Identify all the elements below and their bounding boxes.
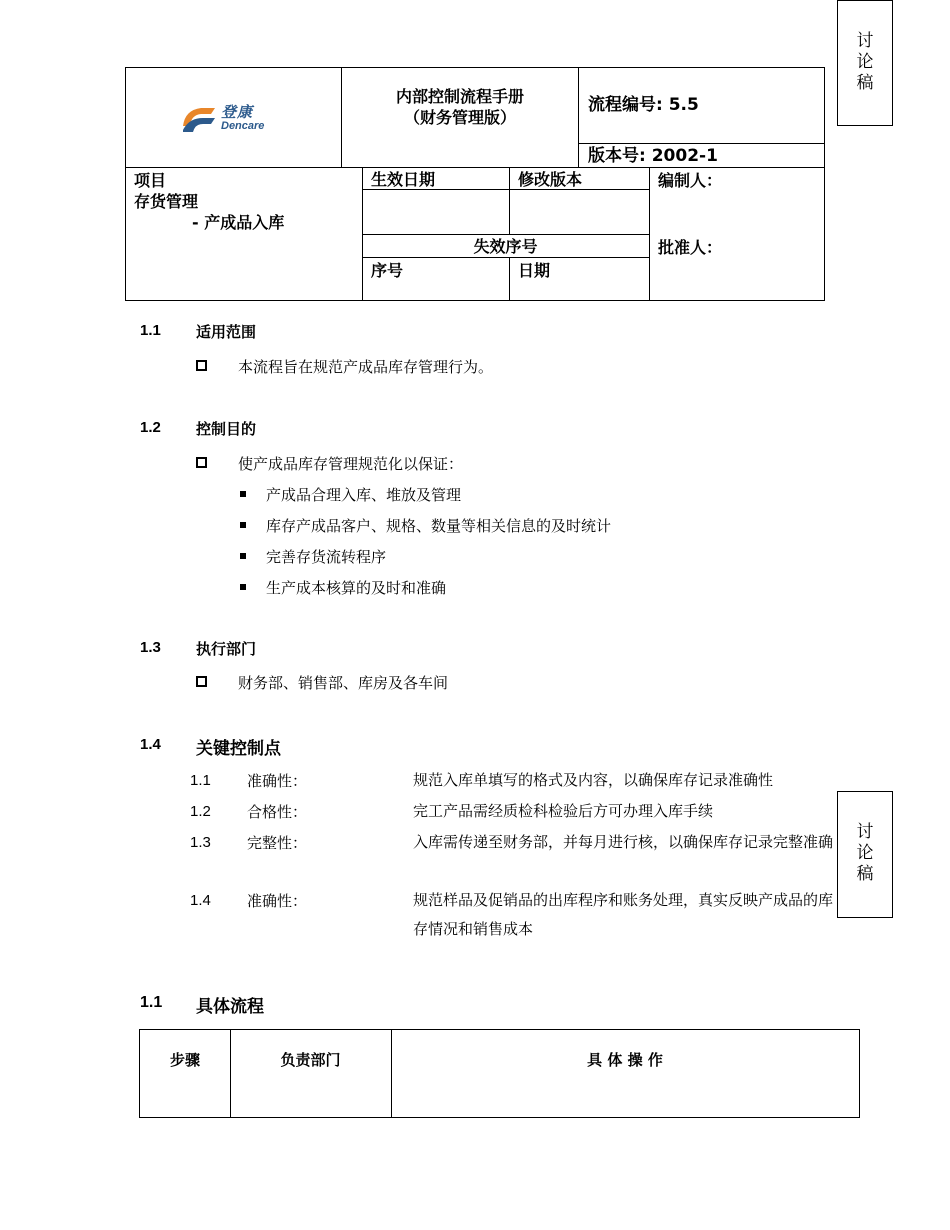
logo-english-text: Dencare bbox=[221, 120, 265, 132]
section-number: 1.2 bbox=[140, 419, 161, 436]
table-divider bbox=[125, 167, 825, 168]
checkbox-bullet-icon bbox=[196, 676, 207, 687]
table-divider bbox=[362, 234, 649, 235]
bullet-text: 财务部、销售部、库房及各车间 bbox=[238, 674, 449, 692]
control-point-label: 准确性： bbox=[247, 772, 308, 790]
section-title: 适用范围 bbox=[196, 323, 257, 341]
side-note-char: 讨 bbox=[856, 822, 874, 842]
manual-title-line2: （财务管理版） bbox=[403, 108, 516, 127]
table-border bbox=[125, 67, 126, 301]
side-note-char: 论 bbox=[856, 843, 874, 863]
control-point-label: 完整性： bbox=[247, 834, 308, 852]
manual-title-line1: 内部控制流程手册 bbox=[395, 87, 524, 106]
section-title: 控制目的 bbox=[196, 420, 257, 438]
manual-title bbox=[342, 86, 578, 128]
control-point-number: 1.1 bbox=[190, 772, 211, 789]
editor-label: 编制人： bbox=[658, 171, 723, 190]
control-point-number: 1.4 bbox=[190, 892, 211, 909]
project-sub: - 产成品入库 bbox=[192, 213, 285, 232]
table-divider bbox=[578, 67, 579, 167]
checkbox-bullet-icon bbox=[196, 360, 207, 371]
table-header-operation: 具 体 操 作 bbox=[587, 1051, 663, 1069]
square-bullet-icon bbox=[240, 553, 246, 559]
control-point-label: 合格性： bbox=[247, 803, 308, 821]
version-number: 版本号: 2002-1 bbox=[588, 146, 718, 166]
table-column-divider bbox=[230, 1030, 231, 1117]
control-point-label: 准确性： bbox=[247, 892, 308, 910]
section-number: 1.1 bbox=[140, 994, 163, 1011]
table-divider bbox=[509, 257, 510, 301]
company-logo bbox=[181, 101, 275, 137]
bullet-text: 使产成品库存管理规范化以保证： bbox=[238, 455, 464, 473]
side-note-char: 稿 bbox=[856, 73, 874, 93]
sub-bullet-text: 产成品合理入库、堆放及管理 bbox=[266, 486, 462, 504]
table-border bbox=[125, 300, 825, 301]
logo-chinese-text: 登康 bbox=[221, 103, 254, 121]
process-number: 流程编号: 5.5 bbox=[588, 95, 699, 115]
table-header-step: 步骤 bbox=[169, 1051, 200, 1069]
control-point-desc: 完工产品需经质检科检验后方可办理入库手续 bbox=[413, 802, 714, 820]
table-divider bbox=[362, 257, 649, 258]
sub-bullet-text: 生产成本核算的及时和准确 bbox=[266, 579, 447, 597]
square-bullet-icon bbox=[240, 491, 246, 497]
square-bullet-icon bbox=[240, 584, 246, 590]
checkbox-bullet-icon bbox=[196, 457, 207, 468]
bullet-text: 本流程旨在规范产成品库存管理行为。 bbox=[238, 358, 494, 376]
draft-side-note-top bbox=[837, 0, 893, 126]
section-number: 1.1 bbox=[140, 322, 161, 339]
table-column-divider bbox=[391, 1030, 392, 1117]
side-note-char: 论 bbox=[856, 52, 874, 72]
square-bullet-icon bbox=[240, 522, 246, 528]
side-note-char: 稿 bbox=[856, 864, 874, 884]
invalid-seq-label: 失效序号 bbox=[473, 237, 538, 256]
date-label: 日期 bbox=[518, 261, 551, 280]
table-header-department: 负责部门 bbox=[280, 1051, 341, 1069]
table-divider bbox=[649, 167, 650, 301]
revision-label: 修改版本 bbox=[518, 170, 583, 189]
approver-label: 批准人： bbox=[658, 238, 723, 257]
seq-label: 序号 bbox=[371, 261, 404, 280]
control-point-number: 1.3 bbox=[190, 834, 211, 851]
sub-bullet-text: 完善存货流转程序 bbox=[266, 548, 387, 566]
section-title: 关键控制点 bbox=[196, 739, 281, 759]
table-border bbox=[824, 67, 825, 301]
section-number: 1.4 bbox=[140, 736, 161, 753]
project-name: 存货管理 bbox=[134, 192, 199, 211]
control-point-desc: 入库需传递至财务部，并每月进行核，以确保库存记录完整准确 bbox=[413, 833, 834, 851]
draft-side-note-middle bbox=[837, 791, 893, 918]
table-border bbox=[125, 67, 825, 68]
project-block bbox=[134, 170, 284, 233]
control-point-desc: 规范样品及促销品的出库程序和账务处理，真实反映产成品的库存情况和销售成本 bbox=[413, 891, 834, 938]
table-divider bbox=[578, 143, 825, 144]
project-label: 项目 bbox=[134, 171, 167, 190]
logo-mark-icon bbox=[181, 104, 217, 134]
sub-bullet-text: 库存产成品客户、规格、数量等相关信息的及时统计 bbox=[266, 517, 612, 535]
control-point-number: 1.2 bbox=[190, 803, 211, 820]
process-table bbox=[139, 1029, 860, 1118]
control-point-desc: 规范入库单填写的格式及内容，以确保库存记录准确性 bbox=[413, 771, 774, 789]
table-divider bbox=[509, 167, 510, 235]
section-title: 执行部门 bbox=[196, 640, 257, 658]
section-number: 1.3 bbox=[140, 639, 161, 656]
effective-date-label: 生效日期 bbox=[371, 170, 436, 189]
section-title: 具体流程 bbox=[196, 997, 264, 1017]
side-note-char: 讨 bbox=[856, 31, 874, 51]
